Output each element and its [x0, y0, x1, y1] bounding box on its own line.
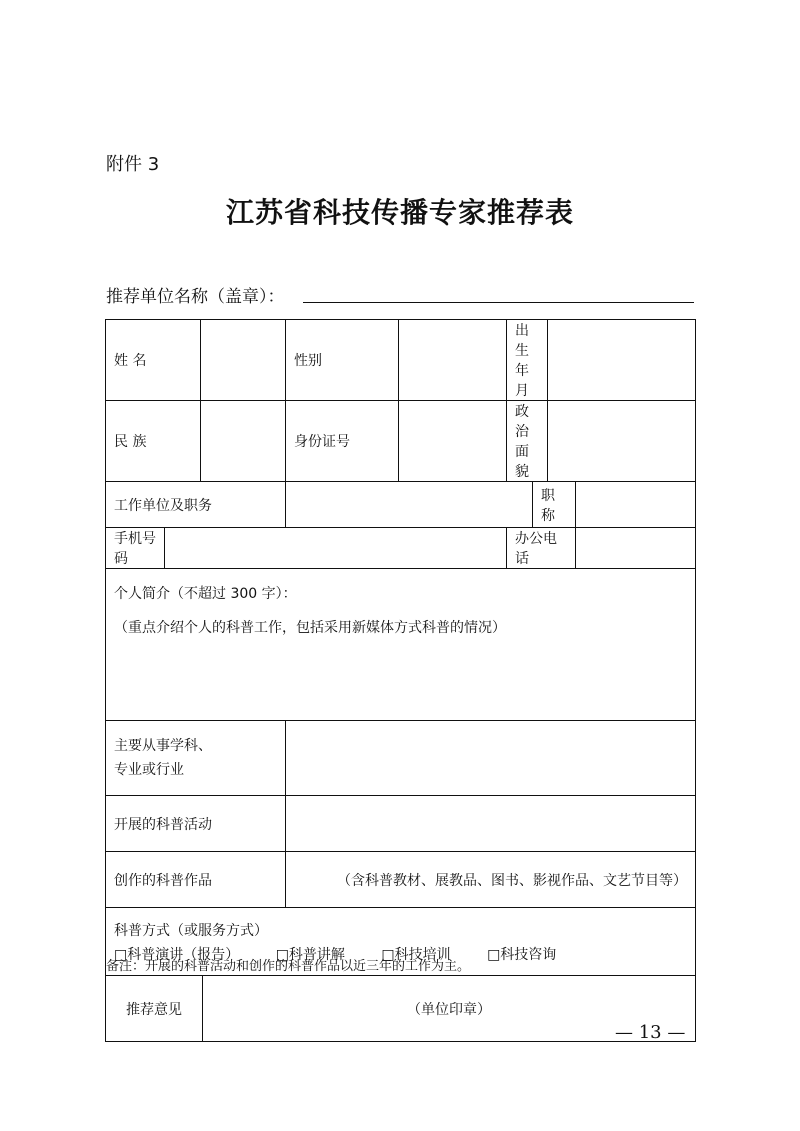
professional-title-label: 职称 — [533, 482, 576, 528]
id-number-input[interactable] — [399, 401, 507, 482]
professional-title-input[interactable] — [576, 482, 696, 528]
remark-note: 备注：开展的科普活动和创作的科普作品以近三年的工作为主。 — [106, 959, 471, 974]
attachment-label: 附件 3 — [106, 154, 160, 175]
discipline-input[interactable] — [286, 721, 696, 796]
unit-seal-label: （单位印章） — [407, 1001, 491, 1018]
works-label: 创作的科普作品 — [106, 852, 286, 908]
activities-input[interactable] — [286, 796, 696, 852]
row-basic-1 — [106, 320, 696, 401]
discipline-label-line-2: 专业或行业 — [114, 762, 184, 778]
row-workplace — [106, 482, 696, 528]
row-phone — [106, 528, 696, 569]
introduction-hint: （重点介绍个人的科普工作，包括采用新媒体方式科普的情况） — [114, 620, 506, 636]
method-option-lecture[interactable]: □科普演讲（报告） — [114, 946, 240, 963]
workplace-label: 工作单位及职务 — [106, 482, 286, 528]
works-input[interactable] — [286, 852, 696, 908]
recommending-unit-label: 推荐单位名称（盖章）： — [106, 287, 285, 307]
recommendation-label: 推荐意见 — [106, 976, 203, 1042]
ethnicity-input[interactable] — [201, 401, 286, 482]
id-number-label: 身份证号 — [286, 401, 399, 482]
workplace-input[interactable] — [286, 482, 533, 528]
discipline-label — [106, 721, 286, 796]
office-phone-input[interactable] — [576, 528, 696, 569]
row-discipline — [106, 721, 696, 796]
activities-label: 开展的科普活动 — [106, 796, 286, 852]
row-works — [106, 852, 696, 908]
recommending-unit-field[interactable] — [303, 302, 694, 303]
introduction-field[interactable] — [106, 569, 696, 721]
birth-input[interactable] — [548, 320, 696, 401]
discipline-label-line-1: 主要从事学科、 — [114, 738, 212, 754]
page-number: — 13 — — [615, 1022, 686, 1043]
office-phone-label: 办公电话 — [507, 528, 576, 569]
political-status-label: 政治面貌 — [507, 401, 548, 482]
gender-input[interactable] — [399, 320, 507, 401]
method-option-training[interactable]: □科技培训 — [381, 946, 451, 963]
method-option-consulting[interactable]: □科技咨询 — [487, 946, 557, 963]
row-activities — [106, 796, 696, 852]
mobile-input[interactable] — [165, 528, 507, 569]
row-basic-2 — [106, 401, 696, 482]
ethnicity-label: 民 族 — [106, 401, 201, 482]
gender-label: 性别 — [286, 320, 399, 401]
row-recommendation — [106, 976, 696, 1042]
recommendation-form-table — [105, 319, 696, 1042]
mobile-label: 手机号码 — [106, 528, 165, 569]
name-input[interactable] — [201, 320, 286, 401]
works-hint: （含科普教材、展教品、图书、影视作品、文艺节目等） — [337, 872, 687, 889]
birth-label: 出生年月 — [507, 320, 548, 401]
political-status-input[interactable] — [548, 401, 696, 482]
introduction-label: 个人简介（不超过 300 字）： — [114, 586, 297, 602]
form-title: 江苏省科技传播专家推荐表 — [225, 196, 574, 229]
method-option-explanation[interactable]: □科普讲解 — [275, 946, 345, 963]
row-introduction — [106, 569, 696, 721]
name-label: 姓 名 — [106, 320, 201, 401]
method-label: 科普方式（或服务方式） — [114, 922, 268, 939]
